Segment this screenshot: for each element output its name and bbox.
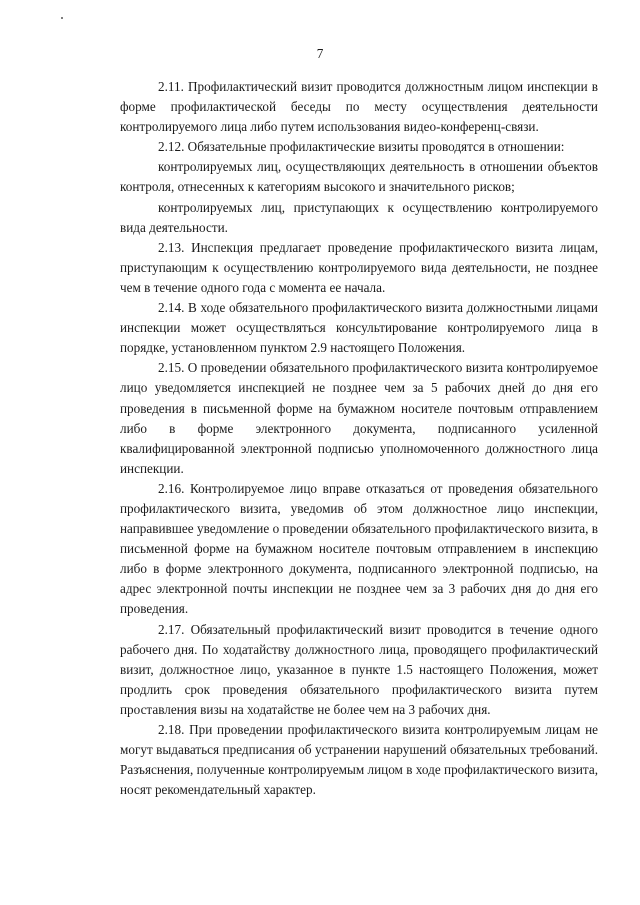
list-item-high-risk: контролируемых лиц, осуществляющих деятельность в отношении объектов контроля, отнесенных к категориям высокого и значительного рисков; [120, 159, 598, 195]
list-item-new-activity: контролируемых лиц, приступающих к осуществлению контролируемого вида деятельности. [120, 199, 598, 235]
paragraph-2-16: 2.16. Контролируемое лицо вправе отказаться от проведения обязательного профилактического визита, уведомив об этом должностное лицо инспекции, направившее уведомление о проведении обязательного профилактического визита, в письменной форме на бумажном носителе почтовым отправлением в инспекцию либо в форме электронного документа, подписанного электронной подписью, на адрес электронной почты инспекции не позднее чем за 3 рабочих дня до дня его проведения. [120, 480, 598, 617]
page-number: 7 [316, 46, 324, 61]
paragraph-2-12: 2.12. Обязательные профилактические визиты проводятся в отношении: [158, 139, 565, 155]
scan-speck [61, 17, 63, 19]
paragraph-2-15: 2.15. О проведении обязательного профилактического визита контролируемое лицо уведомляется инспекцией не позднее чем за 5 рабочих дней до дня его проведения в письменной форме на бумажном носителе почтовым отправлением либо в форме электронного документа, подписанного усиленной квалифицированной электронной подписью уполномоченного должностного лица инспекции. [120, 360, 598, 476]
document-body [120, 77, 598, 800]
paragraph-2-11: 2.11. Профилактический визит проводится должностным лицом инспекции в форме профилактической беседы по месту осуществления деятельности контролируемого лица либо путем использования видео-конференц-связи. [120, 79, 598, 135]
paragraph-2-13: 2.13. Инспекция предлагает проведение профилактического визита лицам, приступающим к осуществлению контролируемого вида деятельности, не позднее чем в течение одного года с момента ее начала. [120, 239, 598, 295]
paragraph-2-14: 2.14. В ходе обязательного профилактического визита должностными лицами инспекции может осуществляться консультирование контролируемого лица в порядке, установленном пунктом 2.9 настоящего Положения. [120, 300, 598, 356]
paragraph-2-18: 2.18. При проведении профилактического визита контролируемым лицам не могут выдаваться предписания об устранении нарушений обязательных требований. Разъяснения, полученные контролируемым лицом в ходе профилактического визита, носят рекомендательный характер. [120, 722, 598, 798]
paragraph-2-17: 2.17. Обязательный профилактический визит проводится в течение одного рабочего дня. По ходатайству должностного лица, проводящего профилактический визит, должностное лицо, указанное в пункте 1.5 настоящего Положения, может продлить срок проведения обязательного профилактического визита путем проставления визы на ходатайстве не более чем на 3 рабочих дня. [120, 621, 598, 717]
